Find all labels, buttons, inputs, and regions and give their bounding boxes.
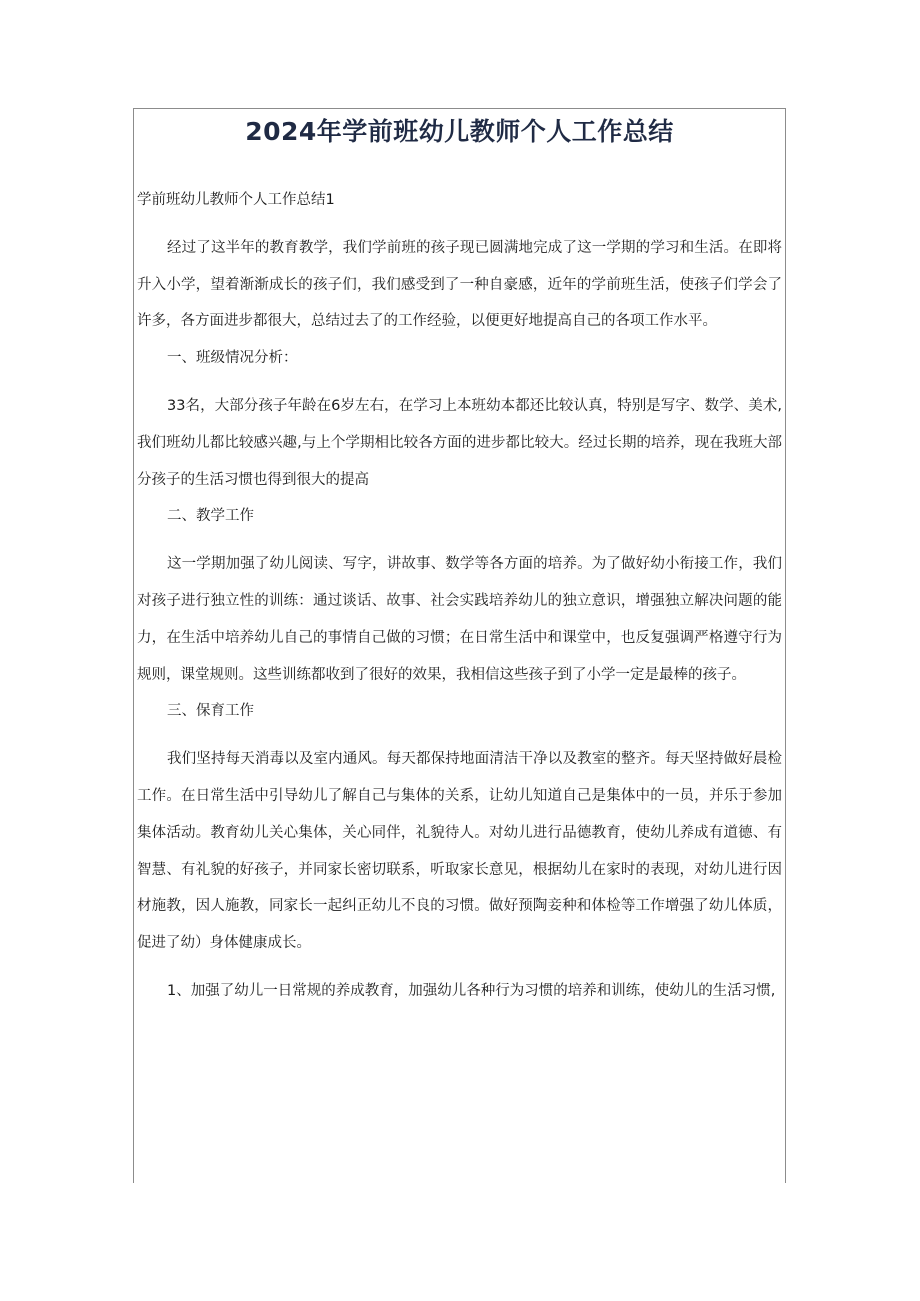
paragraph-childcare: 我们坚持每天消毒以及室内通风。每天都保持地面清洁干净以及教室的整齐。每天坚持做好晨检工作。在日常生活中引导幼儿了解自己与集体的关系，让幼儿知道自己是集体中的一员，并乐于参加集体活动。教育幼儿关心集体，关心同伴，礼貌待人。对幼儿进行品德教育，使幼儿养成有道德、有智慧、有礼貌的好孩子，并同家长密切联系，听取家长意见，根据幼儿在家时的表现，对幼儿进行因材施教，因人施教，同家长一起纠正幼儿不良的习惯。做好预陶妾种和体检等工作增强了幼儿体质，促进了幼）身体健康成长。 bbox=[137, 751, 782, 952]
paragraph-list-item-1: 1、加强了幼儿一日常规的养成教育，加强幼儿各种行为习惯的培养和训练，使幼儿的生活习惯, bbox=[167, 982, 776, 999]
section-heading-class-analysis: 一、班级情况分析： bbox=[167, 350, 298, 367]
left-border-line bbox=[133, 108, 134, 1183]
top-border-line bbox=[133, 108, 786, 109]
document-body bbox=[137, 182, 782, 1010]
paragraph-intro: 经过了这半年的教育教学，我们学前班的孩子现已圆满地完成了这一学期的学习和生活。在即将升入小学，望着渐渐成长的孩子们，我们感受到了一种自豪感，近年的学前班生活，使孩子们学会了许多，各方面进步都很大，总结过去了的工作经验，以便更好地提高自己的各项工作水平。 bbox=[137, 239, 782, 330]
document-title: 2024年学前班幼儿教师个人工作总结 bbox=[245, 117, 674, 146]
section-heading-childcare: 三、保育工作 bbox=[167, 703, 254, 720]
document-subtitle: 学前班幼儿教师个人工作总结1 bbox=[137, 192, 335, 208]
right-border-line bbox=[785, 108, 786, 1183]
paragraph-teaching: 这一学期加强了幼儿阅读、写字，讲故事、数学等各方面的培养。为了做好幼小衔接工作，我们对孩子进行独立性的训练：通过谈话、故事、社会实践培养幼儿的独立意识，增强独立解决问题的能力，在生活中培养幼儿自己的事情自己做的习惯；在日常生活中和课堂中，也反复强调严格遵守行为规则，课堂规则。这些训练都收到了很好的效果，我相信这些孩子到了小学一定是最棒的孩子。 bbox=[137, 556, 782, 683]
paragraph-class-analysis: 33名，大部分孩子年龄在6岁左右，在学习上本班幼本都还比较认真，特别是写字、数学、美术,我们班幼儿都比较感兴趣,与上个学期相比较各方面的进步都比较大。经过长期的培养，现在我班大部分孩子的生活习惯也得到很大的提高 bbox=[137, 397, 782, 488]
section-heading-teaching: 二、教学工作 bbox=[167, 508, 254, 525]
